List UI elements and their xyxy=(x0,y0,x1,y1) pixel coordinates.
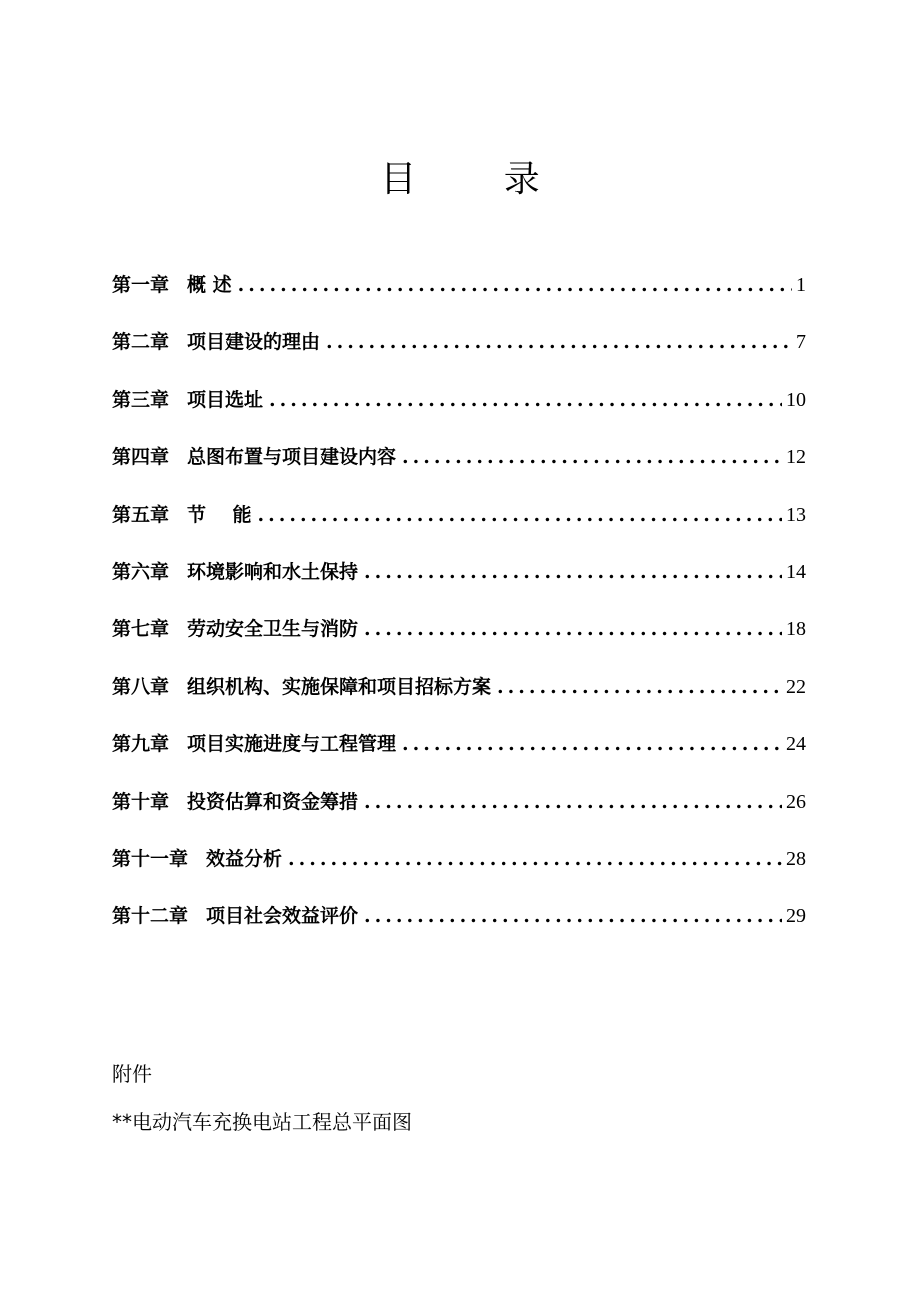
toc-page-number: 22 xyxy=(786,675,806,698)
toc-chapter-title: 环境影响和水土保持 xyxy=(187,560,359,583)
toc-dot-leader xyxy=(402,446,782,468)
toc-chapter-title: 概 述 xyxy=(187,274,232,296)
toc-entry[interactable] xyxy=(112,844,806,901)
toc-dot-leader xyxy=(497,676,782,698)
toc-chapter-number: 第一章 xyxy=(112,274,170,296)
toc-page-number: 29 xyxy=(786,905,806,928)
toc-entry[interactable] xyxy=(112,500,806,557)
toc-dot-leader xyxy=(326,331,792,353)
toc-page-number: 7 xyxy=(796,331,806,354)
toc-entry[interactable] xyxy=(112,385,806,442)
toc-chapter-title: 项目实施进度与工程管理 xyxy=(187,733,397,756)
toc-chapter-number: 第四章 xyxy=(112,446,170,469)
toc-chapter-number: 第六章 xyxy=(112,560,170,583)
toc-dot-leader xyxy=(364,905,782,927)
toc-entry[interactable] xyxy=(112,729,806,786)
toc-chapter-number: 第十章 xyxy=(112,790,170,813)
toc-entry[interactable] xyxy=(112,442,806,499)
toc-page-number: 18 xyxy=(786,618,806,641)
toc-dot-leader xyxy=(364,791,782,813)
toc-chapter-number: 第三章 xyxy=(112,388,170,411)
table-of-contents xyxy=(112,270,806,959)
toc-page-number: 24 xyxy=(786,733,806,756)
toc-dot-leader xyxy=(269,389,782,411)
toc-entry[interactable] xyxy=(112,672,806,729)
toc-chapter-number: 第五章 xyxy=(112,503,170,526)
page-title: 目 录 xyxy=(380,159,578,200)
toc-chapter-title: 项目建设的理由 xyxy=(187,331,321,354)
toc-dot-leader xyxy=(402,733,782,755)
toc-dot-leader xyxy=(288,848,782,870)
toc-page-number: 10 xyxy=(786,388,806,411)
toc-entry[interactable] xyxy=(112,614,806,671)
toc-chapter-number: 第九章 xyxy=(112,733,170,756)
toc-page-number: 1 xyxy=(796,274,806,296)
toc-entry[interactable] xyxy=(112,557,806,614)
toc-entry[interactable] xyxy=(112,901,806,958)
appendix-item[interactable]: **电动汽车充换电站工程总平面图 xyxy=(112,1110,412,1134)
toc-chapter-number: 第二章 xyxy=(112,331,170,354)
toc-chapter-title: 劳动安全卫生与消防 xyxy=(187,618,359,641)
toc-chapter-title: 投资估算和资金筹措 xyxy=(187,790,359,813)
appendix-heading: 附件 xyxy=(112,1062,152,1086)
toc-dot-leader xyxy=(238,274,792,296)
toc-page-number: 13 xyxy=(786,503,806,526)
toc-chapter-title: 总图布置与项目建设内容 xyxy=(187,446,397,469)
toc-entry[interactable] xyxy=(112,270,806,327)
toc-page-number: 28 xyxy=(786,847,806,870)
toc-entry[interactable] xyxy=(112,327,806,384)
toc-chapter-title: 项目社会效益评价 xyxy=(206,905,359,928)
toc-chapter-number: 第七章 xyxy=(112,618,170,641)
toc-chapter-title: 项目选址 xyxy=(187,388,264,411)
toc-dot-leader xyxy=(364,618,782,640)
toc-page-number: 12 xyxy=(786,446,806,469)
toc-chapter-title: 节 能 xyxy=(187,503,252,526)
toc-page-number: 14 xyxy=(786,560,806,583)
toc-dot-leader xyxy=(364,561,782,583)
toc-dot-leader xyxy=(257,504,782,526)
toc-chapter-title: 效益分析 xyxy=(206,847,283,870)
toc-chapter-number: 第十二章 xyxy=(112,905,189,928)
toc-chapter-title: 组织机构、实施保障和项目招标方案 xyxy=(187,675,492,698)
toc-entry[interactable] xyxy=(112,787,806,844)
toc-page-number: 26 xyxy=(786,790,806,813)
toc-chapter-number: 第八章 xyxy=(112,675,170,698)
toc-chapter-number: 第十一章 xyxy=(112,847,189,870)
